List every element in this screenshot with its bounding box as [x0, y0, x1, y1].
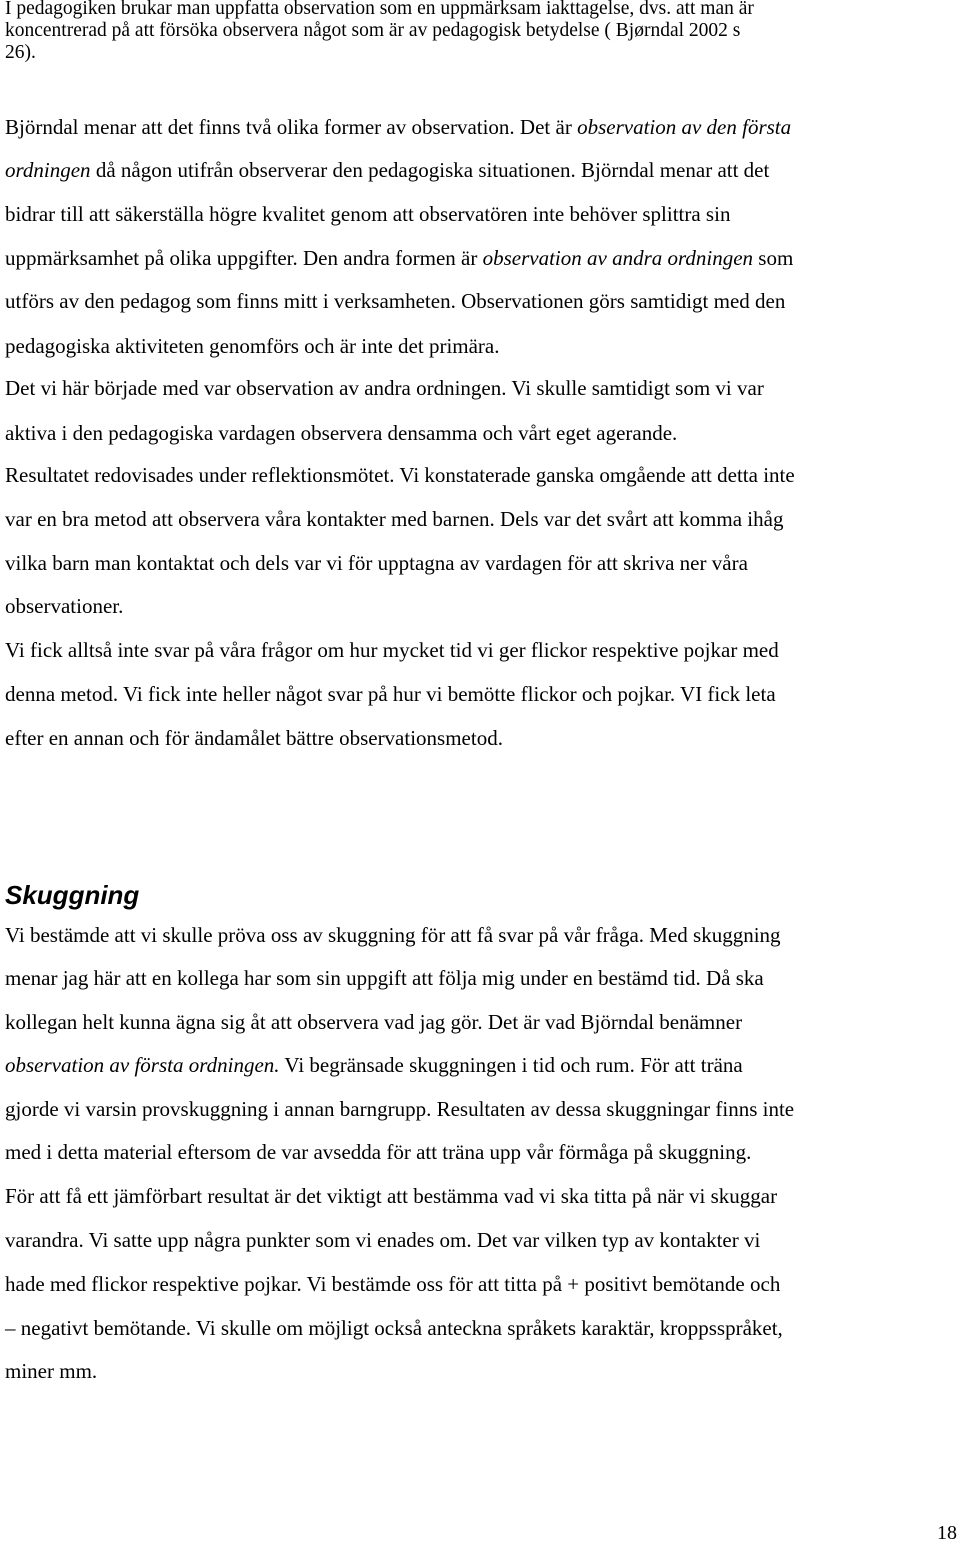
text-line: För att få ett jämförbart resultat är det viktigt att bestämma vad vi ska titta på när vi skuggar	[5, 1184, 778, 1208]
text-line: varandra. Vi satte upp några punkter som vi enades om. Det var vilken typ av kontakter vi	[5, 1228, 761, 1252]
text-span: då någon utifrån observerar den pedagogiska situationen. Björndal menar att det	[95, 158, 770, 182]
text-line	[5, 157, 769, 183]
emphasis-term: observation av den första	[577, 115, 792, 139]
text-line: vilka barn man kontaktat och dels var vi för upptagna av vardagen för att skriva ner våra	[5, 551, 748, 575]
text-line: med i detta material eftersom de var avsedda för att träna upp vår förmåga på skuggning.	[5, 1140, 752, 1164]
text-line: – negativt bemötande. Vi skulle om möjligt också anteckna språkets karaktär, kroppsspråket,	[5, 1316, 783, 1340]
text-line: observationer.	[5, 594, 124, 618]
text-span: Vi begränsade skuggningen i tid och rum. För att träna	[284, 1053, 743, 1077]
text-line: bidrar till att säkerställa högre kvalitet genom att observatören inte behöver splittra sin	[5, 202, 731, 226]
text-line: miner mm.	[5, 1359, 98, 1383]
intro-line: I pedagogiken brukar man uppfatta observation som en uppmärksam iakttagelse, dvs. att man är	[5, 0, 754, 19]
text-line: Vi bestämde att vi skulle pröva oss av skuggning för att få svar på vår fråga. Med skuggning	[5, 923, 781, 947]
intro-line: 26).	[5, 42, 36, 63]
page-number: 18	[937, 1522, 957, 1544]
emphasis-term: observation av andra ordningen	[482, 246, 754, 270]
text-line: Det vi här började med var observation av andra ordningen. Vi skulle samtidigt som vi var	[5, 376, 764, 400]
text-span: uppmärksamhet på olika uppgifter. Den andra formen är	[5, 246, 478, 270]
text-line	[5, 245, 793, 271]
text-line	[5, 114, 791, 140]
intro-line: koncentrerad på att försöka observera något som är av pedagogisk betydelse ( Bjørndal 2002 s	[5, 20, 741, 41]
text-line: Resultatet redovisades under reflektionsmötet. Vi konstaterade ganska omgående att detta inte	[5, 463, 795, 487]
emphasis-term: ordningen	[5, 158, 91, 182]
text-line: Vi fick alltså inte svar på våra frågor om hur mycket tid vi ger flickor respektive pojkar med	[5, 638, 779, 662]
text-line: pedagogiska aktiviteten genomförs och är inte det primära.	[5, 334, 500, 358]
text-line: gjorde vi varsin provskuggning i annan barngrupp. Resultaten av dessa skuggningar finns inte	[5, 1097, 795, 1121]
text-line: denna metod. Vi fick inte heller något svar på hur vi bemötte flickor och pojkar. VI fick leta	[5, 682, 776, 706]
text-line: menar jag här att en kollega har som sin uppgift att följa mig under en bestämd tid. Då ska	[5, 966, 764, 990]
text-line: hade med flickor respektive pojkar. Vi bestämde oss för att titta på + positivt bemötande och	[5, 1272, 781, 1296]
text-line: aktiva i den pedagogiska vardagen observera densamma och vårt eget agerande.	[5, 421, 678, 445]
text-line: kollegan helt kunna ägna sig åt att observera vad jag gör. Det är vad Björndal benämner	[5, 1010, 743, 1034]
text-line: efter en annan och för ändamålet bättre observationsmetod.	[5, 726, 503, 750]
text-span: Björndal menar att det finns två olika former av observation. Det är	[5, 115, 572, 139]
section-heading: Skuggning	[5, 880, 140, 910]
text-line	[5, 1052, 743, 1078]
emphasis-term: observation av första ordningen.	[5, 1053, 280, 1077]
text-span: som	[758, 246, 794, 270]
text-line: utförs av den pedagog som finns mitt i verksamheten. Observationen görs samtidigt med den	[5, 289, 786, 313]
text-line: var en bra metod att observera våra kontakter med barnen. Dels var det svårt att komma ihåg	[5, 507, 784, 531]
